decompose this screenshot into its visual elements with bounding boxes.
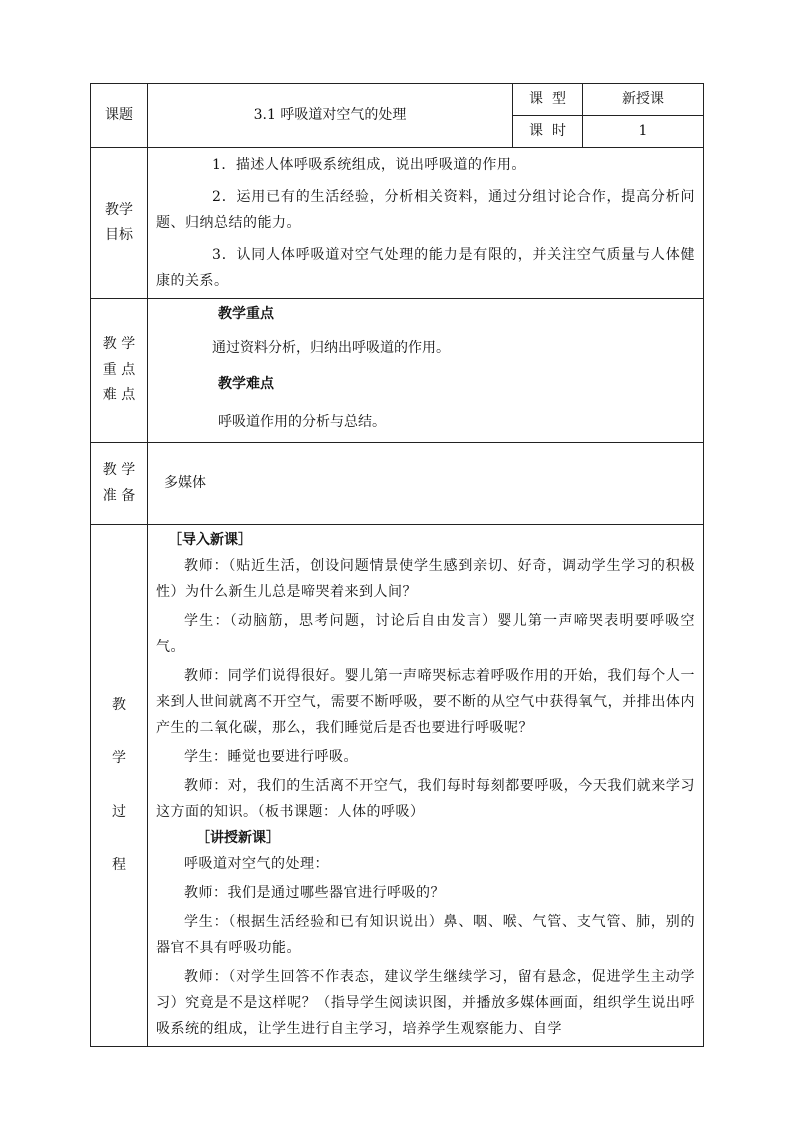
process-paragraph: 教师：对，我们的生活离不开空气，我们每时每刻都要呼吸，今天我们就来学习这方面的知识。（板书课题：人体的呼吸） [156,778,695,820]
objective-item: 3．认同人体呼吸道对空气处理的能力是有限的，并关注空气质量与人体健康的关系。 [156,247,695,289]
key-points-row [91,299,704,443]
objectives-content [148,148,704,299]
key-points-content [148,299,704,443]
process-label: 教 学 过 程 [91,525,148,1047]
process-paragraph: 教师：我们是通过哪些器官进行呼吸的？ [184,885,445,901]
hours-value: 1 [583,116,704,148]
objective-item: 2．运用已有的生活经验，分析相关资料，通过分组讨论合作，提高分析问题、归纳总结的能力。 [156,189,695,231]
focus-text: 通过资料分析，归纳出呼吸道的作用。 [212,340,450,356]
hours-label: 课 时 [513,116,583,148]
topic-label: 课题 [91,84,148,148]
topic-title: 3.1 呼吸道对空气的处理 [148,84,513,148]
type-value: 新授课 [583,84,704,116]
header-row-1 [91,84,704,116]
process-paragraph: 教师：（贴近生活，创设问题情景使学生感到亲切、好奇，调动学生学习的积极性）为什么新生儿总是啼哭着来到人间？ [156,558,695,600]
preparation-label: 教 学 准 备 [91,443,148,525]
process-paragraph: 学生：（动脑筋，思考问题，讨论后自由发言）婴儿第一声啼哭表明要呼吸空气。 [156,613,695,655]
key-points-label: 教 学 重 点 难 点 [91,299,148,443]
objectives-row [91,148,704,299]
objectives-label: 教学 目标 [91,148,148,299]
objective-item: 1．描述人体呼吸系统组成，说出呼吸道的作用。 [212,157,526,173]
lesson-plan-table [90,83,704,1047]
process-paragraph: 教师：同学们说得很好。婴儿第一声啼哭标志着呼吸作用的开始，我们每个人一来到人世间就离不开空气，需要不断呼吸，要不断的从空气中获得氧气，并排出体内产生的二氧化碳，那么，我们睡觉后是否也要进行呼吸呢？ [156,668,695,736]
preparation-row [91,443,704,525]
process-paragraph: 呼吸道对空气的处理： [184,856,329,872]
type-label: 课 型 [513,84,583,116]
difficulty-text: 呼吸道作用的分析与总结。 [218,414,386,430]
process-content [148,525,704,1047]
focus-title: 教学重点 [218,306,274,322]
process-paragraph: 学生：（根据生活经验和已有知识说出）鼻、咽、喉、气管、支气管、肺，别的器官不具有呼吸功能。 [156,914,695,956]
intro-heading: ［导入新课］ [168,532,252,548]
new-lesson-heading: ［讲授新课］ [196,830,280,846]
process-paragraph: 教师：（对学生回答不作表态，建议学生继续学习，留有悬念，促进学生主动学习）究竟是不是这样呢？（指导学生阅读识图，并播放多媒体画面，组织学生说出呼吸系统的组成，让学生进行自主学习，培养学生观察能力、自学 [156,969,695,1037]
preparation-content: 多媒体 [148,443,704,525]
difficulty-title: 教学难点 [218,376,274,392]
process-paragraph: 学生：睡觉也要进行呼吸。 [184,749,358,765]
process-row [91,525,704,1047]
